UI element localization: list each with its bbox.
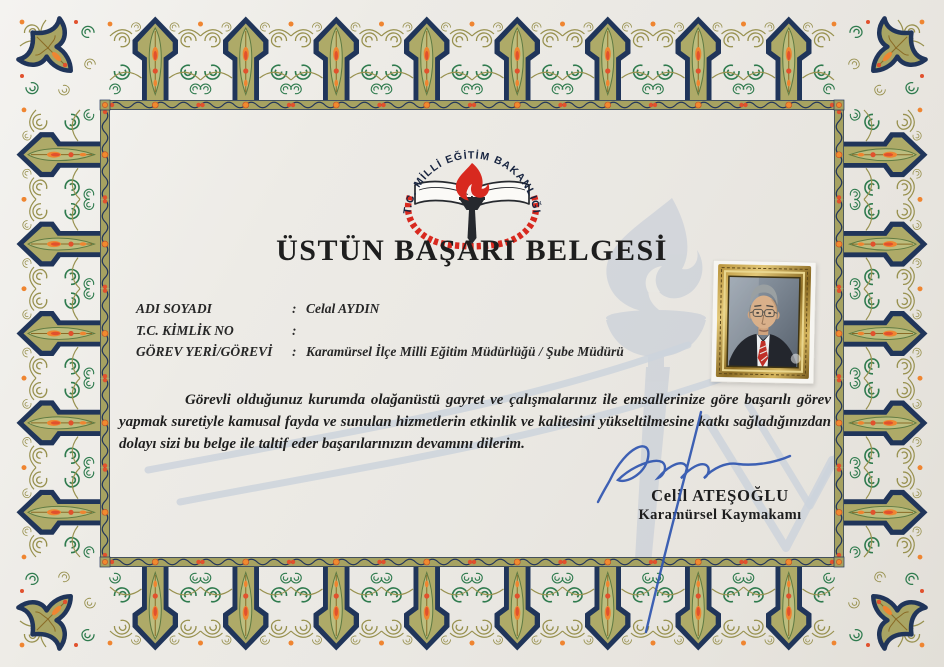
field-separator: : (292, 344, 297, 359)
signer-name: Celil ATEŞOĞLU (651, 486, 789, 505)
signature-scribble (566, 406, 866, 641)
field-value: Celal AYDIN (306, 301, 380, 316)
border-top-strip (108, 17, 837, 111)
field-separator: : (292, 301, 297, 316)
border-corner-topright (834, 12, 932, 110)
signer-title: Karamürsel Kaymakamı (638, 507, 802, 523)
border-corner-topleft (12, 12, 110, 110)
field-label: GÖREV YERİ/GÖREVİ (136, 344, 273, 359)
certificate-title: ÜSTÜN BAŞARI BELGESİ (276, 234, 668, 267)
fields-block (136, 298, 624, 363)
field-label: ADI SOYADI (136, 301, 212, 316)
body-paragraph: Görevli olduğunuz kurumda olağanüstü gayret ve çalışmalarınız ile emsallerinize göre başarılı görev yapmak suretiyle kamusal fayda ve sunulan hizmetlerin etkinlik ve kalitesini yükseltilmesine katkı sağladığınızdan dolayı sizi bu belge ile taltif eder başarılarınızın devamını dilerim. (119, 392, 831, 452)
torch-flame-icon (456, 163, 489, 201)
field-separator: : (292, 322, 297, 338)
border-left-strip (17, 108, 111, 560)
field-row-id-number (136, 320, 624, 342)
portrait-photo (711, 260, 817, 384)
field-value: Karamürsel İlçe Milli Eğitim Müdürlüğü / Şube Müdürü (306, 344, 624, 359)
field-row-duty (136, 341, 624, 363)
ministry-arc-text: T.C. MİLLİ EĞİTİM BAKANLIĞI (401, 149, 543, 215)
border-corner-bottomleft (12, 557, 110, 655)
field-label: T.C. KİMLİK NO (136, 322, 234, 338)
field-row-name (136, 298, 624, 320)
